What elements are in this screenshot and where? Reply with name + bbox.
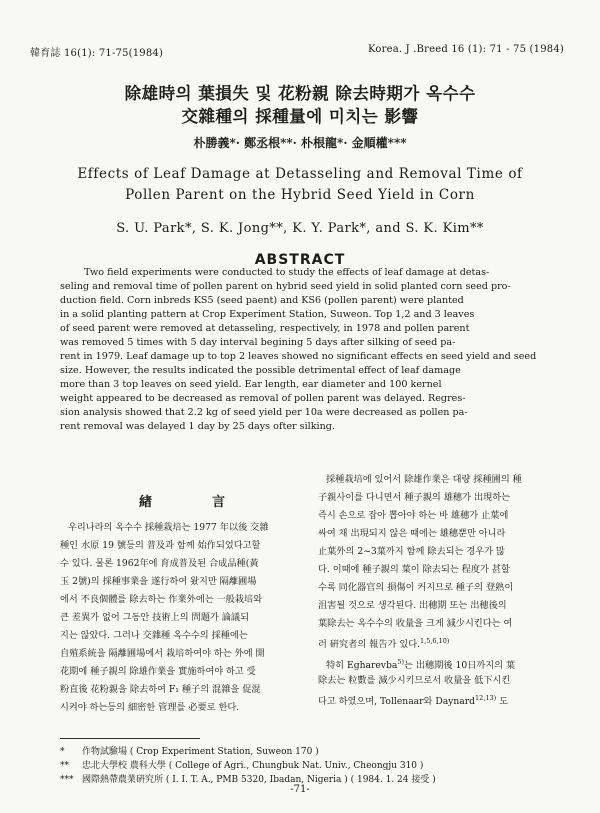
intro-left-line: 花期에 種子親의 除雄作業을 實施하여야 하고 受 xyxy=(60,666,256,677)
intro-left-line: 種인 水原 19 號등의 普及과 함께 始作되었다고할 xyxy=(60,540,261,551)
intro-left-line: 玉 2號)의 採種事業을 遂行하여 왔지만 隔離圃場 xyxy=(60,576,257,587)
introduction-heading-char-1: 緖 xyxy=(138,495,152,510)
abstract-line: weight appeared to be decreased as removal of pollen parent was delayed. Regres- xyxy=(60,393,466,404)
intro-right-line: 싸여 채 出現되지 않은 때에는 雄穗뿐만 아니라 xyxy=(318,528,506,539)
intro-right-line: 止葉外의 2~3葉까지 함께 除去되는 경우가 많 xyxy=(318,546,505,557)
korean-authors: 朴勝義*· 鄭丞根**· 朴根龍*· 金順權*** xyxy=(193,136,407,150)
intro-left-line: 큰 差異가 없어 그동안 技術上의 問題가 論議되 xyxy=(60,612,249,623)
intro-right-line: 葉除去는 옥수수의 收量을 크게 減少시킨다는 여 xyxy=(318,618,513,629)
citation-ref: 12,13) xyxy=(475,694,497,702)
intro-right-line-text-cont: 도 xyxy=(496,696,508,708)
intro-left-line: 에서 不良個體를 除去하는 作業外에는 一般栽培와 xyxy=(60,594,263,605)
intro-left-line: 自殖系統을 隔離圃場에서 栽培하여야 하는 外에 開 xyxy=(60,648,265,659)
intro-right-line: 즉시 손으로 잡아 뽑아야 하는 바 雄穗가 止葉에 xyxy=(318,510,509,521)
english-title-line-2: Pollen Parent on the Hybrid Seed Yield in Corn xyxy=(125,187,475,203)
intro-right-line: 除去는 粒數를 減少시키므로서 收量을 低下시킨 xyxy=(318,675,511,686)
intro-right-line xyxy=(318,636,554,650)
page-number: -71- xyxy=(290,784,310,795)
footnote-text: 作物試驗場 ( Crop Experiment Station, Suweon 170 ) xyxy=(82,747,319,757)
intro-right-line xyxy=(318,657,554,671)
intro-right-line-text-cont: 는 出穗期後 10日까지의 葉 xyxy=(404,660,516,672)
abstract-line: size. However, the results indicated the possible detrimental effect of leaf damage xyxy=(60,365,461,376)
abstract-line: Two field experiments were conducted to study the effects of leaf damage at detas- xyxy=(84,267,490,278)
abstract-line: in a solid planting pattern at Crop Experiment Station, Suweon. Top 1,2 and 3 leaves xyxy=(60,309,475,320)
citation-ref: 1,5,6,10) xyxy=(420,637,450,645)
footnote-text: 忠北大學校 農科大學 ( College of Agri., Chungbuk Nat. Univ., Cheongju 310 ) xyxy=(82,761,424,771)
journal-header-korean: 韓育誌 16(1): 71-75(1984) xyxy=(30,48,164,59)
intro-left-line: 지는 않았다. 그러나 交雜種 옥수수의 採種에는 xyxy=(60,630,248,641)
english-title-line-1: Effects of Leaf Damage at Detasseling and Removal Time of xyxy=(77,166,523,182)
abstract-line: rent removal was delayed 1 day by 25 days ofter silking. xyxy=(60,421,335,432)
intro-right-line: 採種栽培에 있어서 除雄作業은 대량 採種圃의 種 xyxy=(326,474,522,485)
abstract-line: rent in 1979. Leaf damage up to top 2 leaves showed no significant effects en seed yield and seed xyxy=(60,351,537,362)
intro-left-line: 수 있다. 물론 1962年에 育成普及된 合成品種(黃 xyxy=(60,558,259,569)
intro-right-line: 沮害될 것으로 생각된다. 出穗期 또는 出穗後의 xyxy=(318,600,507,611)
intro-right-line-text: 特히 Egharevba xyxy=(326,660,398,672)
intro-right-line-text: 다고 하였으며, Tollenaar와 Daynard xyxy=(318,696,476,708)
english-authors: S. U. Park*, S. K. Jong**, K. Y. Park*, and S. K. Kim** xyxy=(116,221,484,236)
footnote-text: 國際熱帶農業硏究所 ( I. I. T. A., PMB 5320, Ibadan, Nigeria ) ( 1984. 1. 24 接受 ) xyxy=(82,775,436,785)
korean-title-line-1: 除雄時의 葉損失 및 花粉親 除去時期가 옥수수 xyxy=(124,84,476,103)
abstract-line: more than 3 top leaves on seed yield. Ear length, ear diameter and 100 kernel xyxy=(60,379,442,390)
journal-header-english: Korea. J .Breed 16 (1): 71 - 75 (1984) xyxy=(368,44,564,55)
introduction-heading xyxy=(60,491,304,510)
abstract-line: of seed parent were removed at detasseling, respectively, in 1978 and pollen parent xyxy=(60,323,470,334)
abstract-heading: ABSTRACT xyxy=(254,252,346,268)
intro-right-line: 子親사이를 다니면서 種子親의 雄穗가 出現하는 xyxy=(318,492,510,503)
intro-right-line: 다. 이때에 種子親의 葉이 除去되는 程度가 甚할 xyxy=(318,564,510,575)
footnote-divider xyxy=(60,738,200,739)
korean-title-line-2: 交雜種의 採種量에 미치는 影響 xyxy=(181,107,419,126)
citation-ref: 5) xyxy=(397,658,405,666)
intro-right-line xyxy=(318,693,554,707)
abstract-line: sion analysis showed that 2.2 kg of seed yield per 10a were decreased as pollen pa- xyxy=(60,407,468,418)
footnote-marker: ** xyxy=(60,761,69,771)
intro-left-line: 우리나라의 옥수수 採種栽培는 1977 年以後 交雜 xyxy=(68,522,269,533)
abstract-line: seling and removal time of pollen parent on hybrid seed yield in solid planted corn seed pro- xyxy=(60,281,511,292)
intro-left-line: 시켜야 하는등의 細密한 管理를 必要로 한다. xyxy=(60,702,240,713)
abstract-line: duction field. Corn inbreds KS5 (seed paent) and KS6 (pollen parent) were planted xyxy=(60,295,464,306)
footnote-marker: * xyxy=(60,747,65,757)
intro-right-line: 수록 同化器官의 損傷이 커지므로 種子의 登熟이 xyxy=(318,582,514,593)
abstract-line: was removed 5 times with 5 day interval begining 5 days after silking of seed pa- xyxy=(60,337,456,348)
footnote-2 xyxy=(60,758,423,771)
footnote-marker: *** xyxy=(60,775,74,785)
intro-left-line: 粉直後 花粉親을 除去하여 F₁ 種子의 混雜을 促混 xyxy=(60,684,261,695)
intro-right-line-text: 러 硏究者의 報告가 있다. xyxy=(318,639,420,651)
footnote-1 xyxy=(60,744,319,757)
introduction-heading-char-2: 言 xyxy=(212,495,226,510)
